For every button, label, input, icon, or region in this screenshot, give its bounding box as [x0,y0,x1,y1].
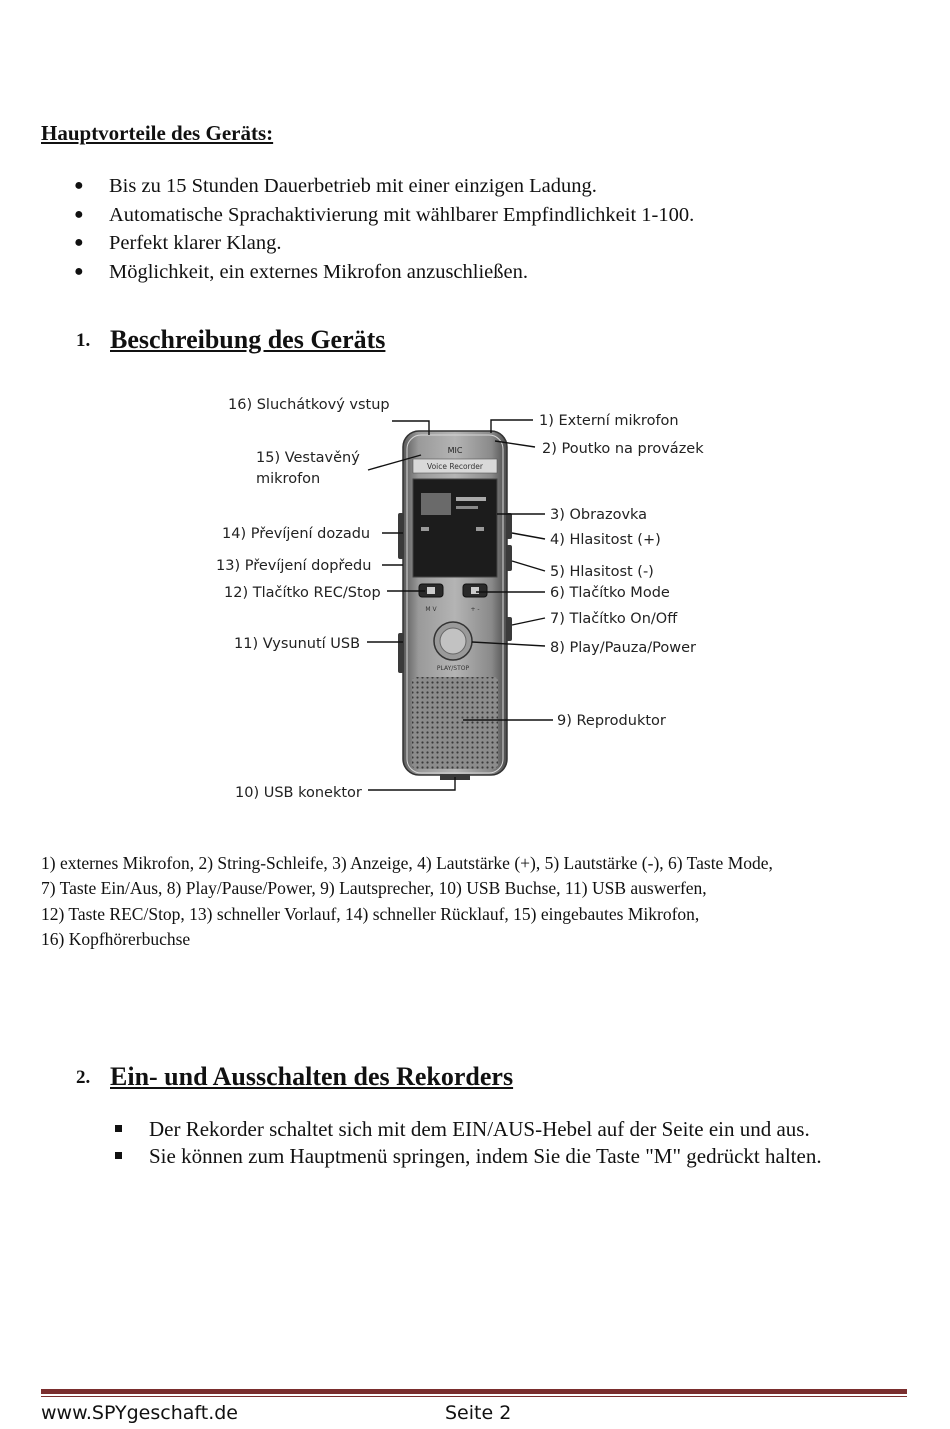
section-number: 1. [76,330,91,351]
section-title: Ein- und Ausschalten des Rekorders [110,1062,514,1091]
legend-line: 7) Taste Ein/Aus, 8) Play/Pause/Power, 9) Lautsprecher, 10) USB Buchse, 11) USB auswerfen, [41,878,707,899]
callout-8: 8) Play/Pauza/Power [550,640,697,656]
callout-2: 2) Poutko na provázek [542,441,704,457]
device-mic-label: MIC [447,446,463,455]
callout-11: 11) Vysunutí USB [234,636,361,652]
list-item: ● Möglichkeit, ein externes Mikrofon anzuschließen. [74,258,694,287]
callout-12: 12) Tlačítko REC/Stop [224,585,381,601]
screen-icon [421,493,451,515]
list-item: Der Rekorder schaltet sich mit dem EIN/AUS-Hebel auf der Seite ein und aus. [114,1116,822,1143]
list-item: ● Bis zu 15 Stunden Dauerbetrieb mit einer einzigen Ladung. [74,172,694,201]
footer-website: www.SPYgeschaft.de [41,1402,238,1424]
legend-line: 16) Kopfhörerbuchse [41,929,191,950]
list-item: Sie können zum Hauptmenü springen, indem Sie die Taste "M" gedrückt halten. [114,1143,822,1170]
side-button-left [398,513,404,559]
footer-rule-thin [41,1396,907,1397]
callout-10: 10) USB konektor [235,785,362,801]
device-diagram [200,385,720,810]
callout-9: 9) Reproduktor [557,713,666,729]
parts-legend [41,851,921,953]
advantages-list [74,172,694,286]
list-item: ● Automatische Sprachaktivierung mit wählbarer Empfindlichkeit 1-100. [74,201,694,230]
device-brand-label: Voice Recorder [427,462,483,471]
legend-line: 12) Taste REC/Stop, 13) schneller Vorlauf, 14) schneller Rücklauf, 15) eingebautes Mikrofon, [41,903,700,924]
advantages-heading: Hauptvorteile des Geräts: [41,121,274,145]
bullet-dot-icon: ● [74,205,84,223]
section-number: 2. [76,1067,91,1088]
svg-text:+ -: + - [470,606,480,613]
play-label: PLAY/STOP [436,665,470,672]
bullet-dot-icon: ● [74,177,84,194]
recorder-device [398,431,512,780]
callout-7: 7) Tlačítko On/Off [550,611,678,627]
callout-15b: mikrofon [256,471,321,487]
side-button-right [506,513,512,539]
callout-13: 13) Převíjení dopředu [216,558,372,574]
callout-1: 1) Externí mikrofon [539,413,679,429]
square-bullet-icon [115,1152,122,1159]
callout-14: 14) Převíjení dozadu [222,526,371,542]
footer-rule [41,1389,907,1394]
svg-text:M V: M V [425,606,437,613]
bullet-dot-icon: ● [74,262,84,280]
section1-heading [76,325,385,355]
section2-list [114,1116,822,1170]
square-bullet-icon [115,1125,122,1132]
callout-15: 15) Vestavěný [256,450,360,466]
bullet-dot-icon: ● [74,234,84,251]
section-title: Beschreibung des Geräts [110,325,386,354]
callout-3: 3) Obrazovka [550,507,648,523]
speaker-grill [412,677,498,769]
footer-page-number: Seite 2 [445,1402,512,1424]
callout-16: 16) Sluchátkový vstup [228,397,390,413]
legend-line: 1) externes Mikrofon, 2) String-Schleife, 3) Anzeige, 4) Lautstärke (+), 5) Lautstärke (-), 6) Taste Mode, [41,853,773,873]
callout-5: 5) Hlasitost (-) [550,564,654,580]
list-item: ● Perfekt klarer Klang. [74,229,694,258]
callout-6: 6) Tlačítko Mode [550,585,670,601]
callout-4: 4) Hlasitost (+) [550,532,661,548]
section2-heading [76,1062,513,1092]
